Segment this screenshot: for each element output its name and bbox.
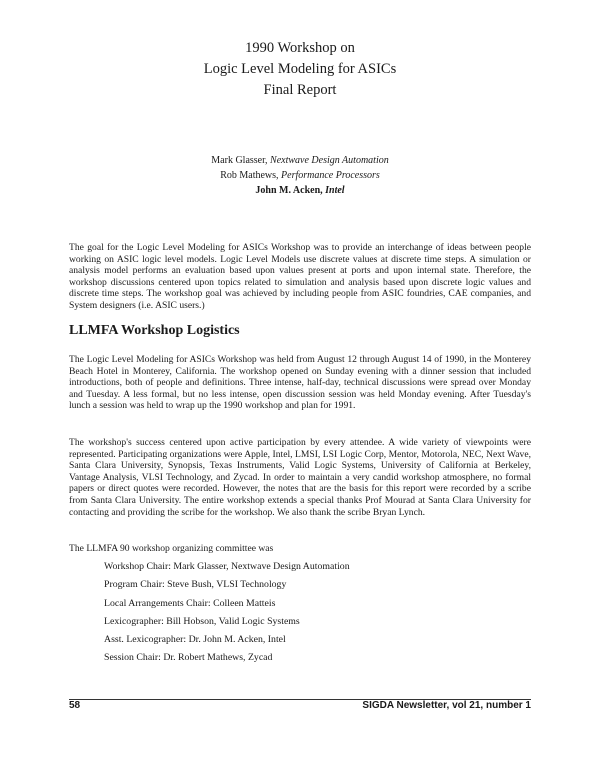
committee-member: Workshop Chair: Mark Glasser, Nextwave Design Automation bbox=[104, 561, 350, 572]
author-line bbox=[0, 168, 600, 183]
author-name: Mark Glasser, bbox=[211, 155, 268, 166]
author-affiliation: Performance Processors bbox=[281, 170, 380, 181]
publication-info: SIGDA Newsletter, vol 21, number 1 bbox=[362, 700, 531, 711]
report-title bbox=[0, 38, 600, 101]
section-heading: LLMFA Workshop Logistics bbox=[69, 323, 240, 338]
title-line-1: 1990 Workshop on bbox=[245, 40, 355, 56]
author-affiliation: Nextwave Design Automation bbox=[270, 155, 389, 166]
intro-paragraph: The goal for the Logic Level Modeling for ASICs Workshop was to provide an interchange of ideas between people working on ASIC logic level models. Logic Level Models use discrete values at discrete time steps. A simulation or analysis model performs an evaluation based upon values present at ports and upon internal state. Therefore, the workshop discussions centered upon topics related to simulation and analysis based upon discrete logic values and discrete time steps. The workshop goal was achieved by including people from ASIC foundries, CAE companies, and System designers (i.e. ASIC users.) bbox=[69, 242, 531, 311]
participation-paragraph: The workshop's success centered upon active participation by every attendee. A wide variety of viewpoints were represented. Participating organizations were Apple, Intel, LMSI, LSI Logic Corp, Mentor, Motorola, NEC, Next Wave, Santa Clara University, Synopsis, Texas Instruments, Valid Logic Systems, University of California at Berkeley, Vantage Analysis, VLSI Technology, and Zycad. In order to maintain a very candid workshop atmosphere, no formal papers or direct quotes were recorded. However, the notes that are the basis for this report were recorded by a scribe from Santa Clara University. The entire workshop extends a special thanks Prof Mourad at Santa Clara University for contacting and providing the scribe for the workshop. We also thank the scribe Bryan Lynch. bbox=[69, 437, 531, 518]
author-name: John M. Acken, bbox=[255, 185, 323, 196]
committee-member: Program Chair: Steve Bush, VLSI Technology bbox=[104, 579, 287, 591]
committee-member: Session Chair: Dr. Robert Mathews, Zycad bbox=[104, 652, 273, 664]
title-line-2: Logic Level Modeling for ASICs bbox=[203, 61, 397, 77]
page-number: 58 bbox=[69, 700, 81, 711]
author-affiliation: Intel bbox=[325, 185, 345, 196]
committee-list bbox=[104, 558, 350, 668]
author-list bbox=[0, 153, 600, 198]
committee-member: Asst. Lexicographer: Dr. John M. Acken, Intel bbox=[104, 634, 286, 646]
author-line bbox=[0, 153, 600, 168]
committee-intro: The LLMFA 90 workshop organizing committee was bbox=[69, 543, 274, 554]
committee-member: Local Arrangements Chair: Colleen Matteis bbox=[104, 597, 276, 609]
logistics-paragraph: The Logic Level Modeling for ASICs Workshop was held from August 12 through August 14 of 1990, in the Monterey Beach Hotel in Monterey, California. The workshop opened on Sunday evening with a dinner session that included introductions, both of people and definitions. Three intense, half-day, technical discussions were spread over Monday and Tuesday. A less formal, but no less intense, open discussion session was held Monday evening. After Tuesday's lunch a session was held to wrap up the 1990 workshop and plan for 1991. bbox=[69, 354, 531, 412]
author-name: Rob Mathews, bbox=[220, 170, 279, 181]
title-line-3: Final Report bbox=[263, 82, 337, 98]
committee-member: Lexicographer: Bill Hobson, Valid Logic Systems bbox=[104, 615, 300, 627]
author-line bbox=[0, 183, 600, 198]
